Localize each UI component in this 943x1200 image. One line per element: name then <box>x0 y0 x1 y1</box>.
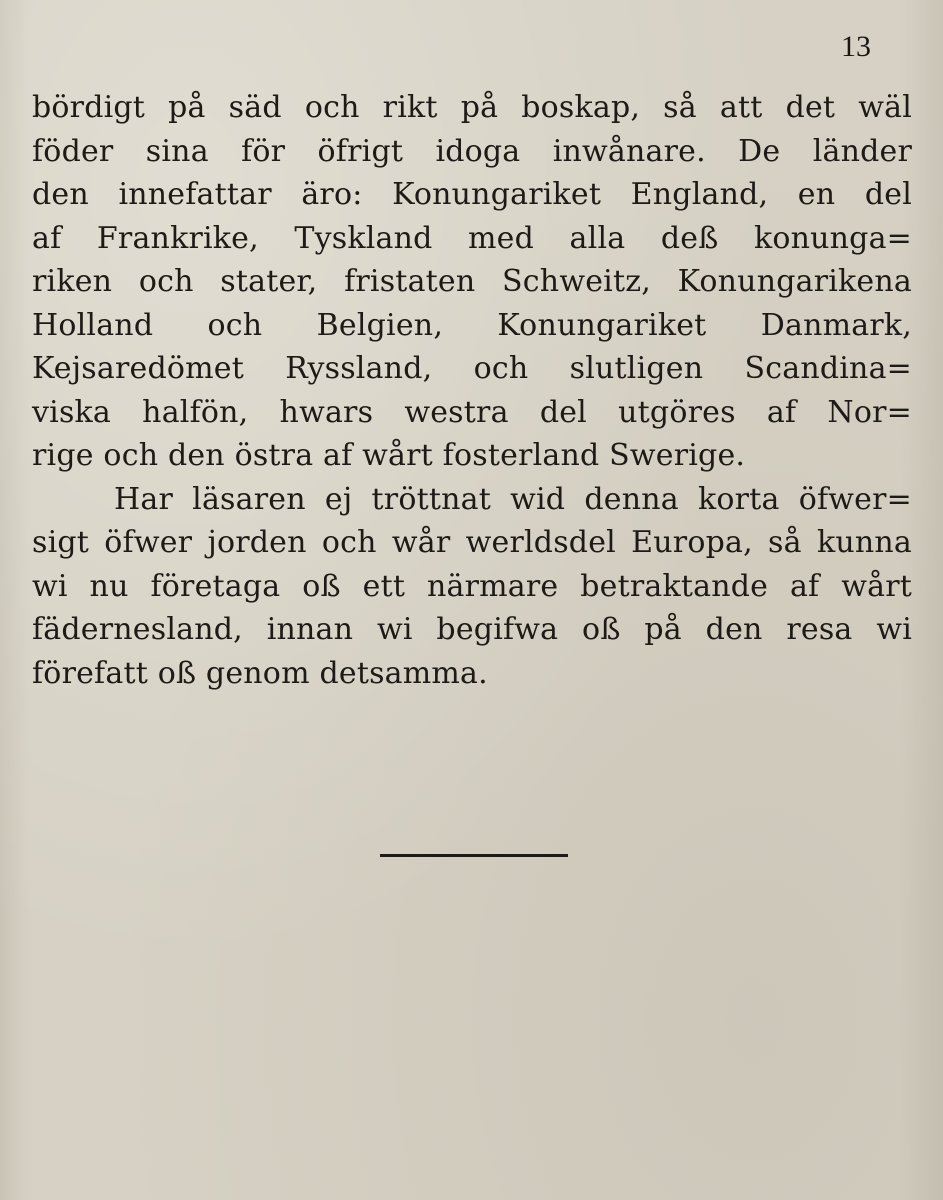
text-line: rige och den östra af wårt fosterland Swerige. <box>32 438 746 473</box>
text-line: wi nu företaga oß ett närmare betraktande af wårt <box>32 568 912 604</box>
text-line: sigt öfwer jorden och wår werldsdel Europa, så kunna <box>32 525 912 560</box>
paragraph-1 <box>32 86 912 478</box>
text-line: fädernesland, innan wi begifwa oß på den resa wi <box>32 612 912 647</box>
paragraph-2 <box>32 478 912 696</box>
text-line: riken och stater, fristaten Schweitz, Konungarikena <box>32 264 912 299</box>
text-line: Kejsaredömet Ryssland, och slutligen Scandina= <box>32 351 912 386</box>
text-line: bördigt på säd och rikt på boskap, så att det wäl <box>32 90 912 125</box>
text-line: Holland och Belgien, Konungariket Danmark, <box>32 307 912 343</box>
text-line: föder sina för öfrigt idoga inwånare. De länder <box>32 133 912 169</box>
body-text <box>32 86 912 695</box>
section-divider-rule <box>380 854 568 857</box>
text-line: Har läsaren ej tröttnat wid denna korta öfwer= <box>114 481 912 517</box>
text-line: af Frankrike, Tyskland med alla deß konunga= <box>32 220 912 256</box>
text-line: den innefattar äro: Konungariket England, en del <box>32 177 912 212</box>
text-line: förefatt oß genom detsamma. <box>32 655 488 691</box>
text-line: viska halfön, hwars westra del utgöres af Nor= <box>32 394 912 430</box>
page-number: 13 <box>841 30 871 63</box>
